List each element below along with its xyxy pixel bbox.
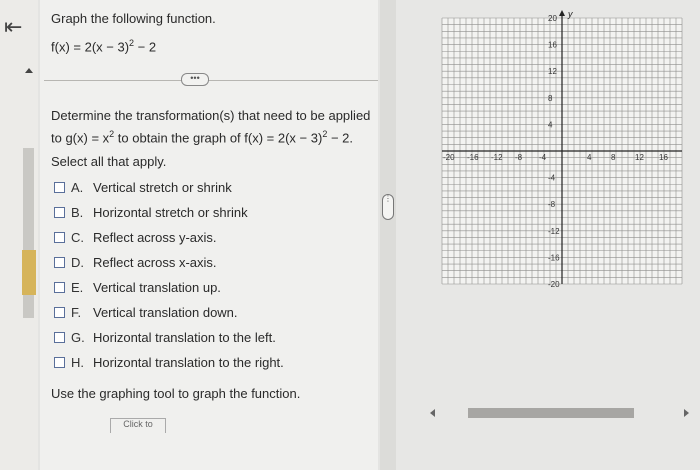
splitter-handle[interactable]: ⋮: [382, 194, 394, 220]
instr-part-b: to obtain the graph of f(x) = 2(x − 3): [114, 130, 323, 146]
question-title: Graph the following function.: [51, 11, 216, 26]
select-all-prompt: Select all that apply.: [51, 154, 167, 169]
instr-part-a: to g(x) = x: [51, 130, 110, 146]
y-axis-arrow-icon: [559, 10, 565, 16]
option-a[interactable]: [54, 175, 284, 200]
y-tick-label: 8: [548, 93, 553, 103]
y-tick-label: 16: [548, 40, 557, 50]
checkbox[interactable]: [54, 282, 65, 293]
left-scrollbar[interactable]: [22, 60, 36, 420]
option-letter: E.: [71, 280, 84, 295]
x-tick-label: 12: [635, 153, 644, 162]
y-tick-label: -4: [548, 173, 556, 183]
option-b[interactable]: [54, 200, 284, 225]
option-letter: C.: [71, 230, 84, 245]
x-tick-label: 16: [659, 153, 668, 162]
option-d[interactable]: [54, 250, 284, 275]
checkbox[interactable]: [54, 357, 65, 368]
function-suffix: − 2: [134, 39, 157, 55]
option-letter: H.: [71, 355, 84, 370]
click-to-graph-button[interactable]: Click to: [110, 418, 166, 433]
question-panel: [40, 0, 378, 470]
checkbox[interactable]: [54, 232, 65, 243]
scroll-left-icon[interactable]: [430, 409, 435, 417]
x-tick-label: -12: [491, 153, 503, 162]
coordinate-grid[interactable]: [434, 10, 690, 292]
x-tick-label: 8: [611, 153, 616, 162]
option-label: Reflect across x-axis.: [93, 255, 217, 270]
instr-part-c: − 2.: [327, 130, 353, 146]
instruction-text: [51, 106, 371, 147]
function-exponent: 2: [129, 38, 135, 48]
function-expression: [51, 38, 156, 54]
checkbox[interactable]: [54, 307, 65, 318]
y-tick-label: -16: [548, 253, 560, 263]
more-button[interactable]: •••: [181, 73, 209, 86]
instr-exp-a: 2: [109, 129, 115, 139]
graph-tool-instruction: Use the graphing tool to graph the function.: [51, 386, 301, 401]
option-letter: G.: [71, 330, 85, 345]
option-letter: A.: [71, 180, 84, 195]
instruction-line-1: Determine the transformation(s) that need to be applied: [51, 108, 371, 123]
option-label: Vertical stretch or shrink: [93, 180, 232, 195]
options-list: [54, 175, 284, 375]
option-e[interactable]: [54, 275, 284, 300]
scroll-up-icon[interactable]: [25, 68, 33, 73]
y-tick-label: -8: [548, 200, 556, 210]
option-letter: D.: [71, 255, 84, 270]
x-tick-label: 4: [587, 153, 592, 162]
graph-horizontal-scrollbar[interactable]: [428, 406, 690, 420]
panel-splitter[interactable]: [380, 0, 396, 470]
y-tick-label: 20: [548, 14, 557, 23]
checkbox[interactable]: [54, 182, 65, 193]
scroll-right-icon[interactable]: [684, 409, 689, 417]
graph-scroll-thumb[interactable]: [468, 408, 634, 418]
option-label: Horizontal translation to the left.: [93, 330, 276, 345]
accent-marker: [22, 250, 36, 295]
x-tick-label: -8: [515, 153, 523, 162]
y-tick-label: -12: [548, 226, 560, 236]
option-label: Horizontal translation to the right.: [93, 355, 284, 370]
back-arrow-icon[interactable]: ⇤: [4, 14, 23, 39]
x-tick-label: -4: [539, 153, 547, 162]
option-c[interactable]: [54, 225, 284, 250]
checkbox[interactable]: [54, 207, 65, 218]
option-f[interactable]: [54, 300, 284, 325]
instruction-line-2: [51, 125, 371, 147]
y-tick-label: -20: [548, 280, 560, 289]
x-tick-label: -20: [443, 153, 455, 162]
option-h[interactable]: [54, 350, 284, 375]
left-nav-strip: [0, 0, 38, 470]
option-g[interactable]: [54, 325, 284, 350]
option-label: Vertical translation up.: [93, 280, 221, 295]
y-tick-label: 4: [548, 120, 553, 130]
checkbox[interactable]: [54, 332, 65, 343]
option-letter: F.: [71, 305, 82, 320]
option-label: Horizontal stretch or shrink: [93, 205, 248, 220]
checkbox[interactable]: [54, 257, 65, 268]
instr-exp-b: 2: [322, 129, 328, 139]
option-letter: B.: [71, 205, 84, 220]
function-prefix: f(x) = 2(x − 3): [51, 39, 130, 55]
y-axis-label: y: [568, 10, 573, 19]
section-divider: [44, 80, 378, 81]
x-tick-label: -16: [467, 153, 479, 162]
option-label: Vertical translation down.: [93, 305, 238, 320]
y-tick-label: 12: [548, 67, 557, 77]
option-label: Reflect across y-axis.: [93, 230, 217, 245]
